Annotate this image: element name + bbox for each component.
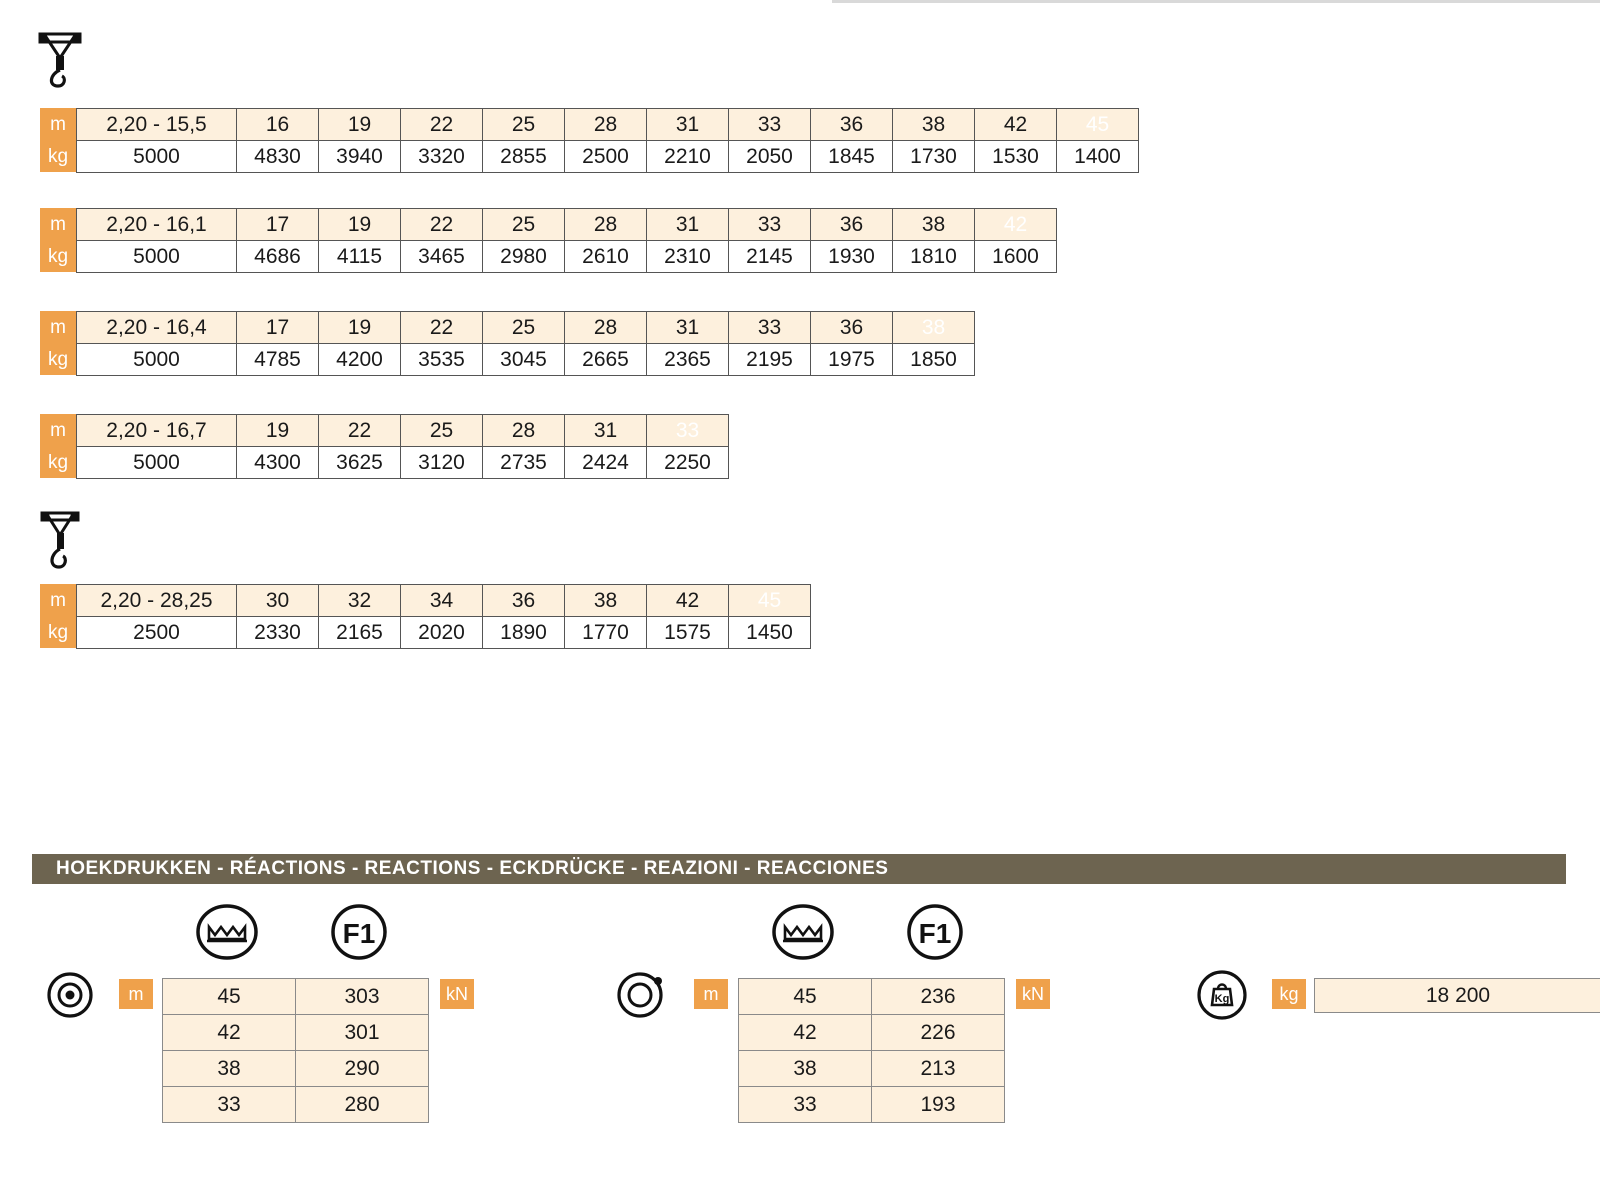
reactions-right-table	[738, 978, 1005, 1123]
cell-kg: 2310	[647, 241, 729, 273]
cell-kn: 193	[872, 1087, 1005, 1123]
cell-m: 38	[893, 109, 975, 141]
cell-kg: 4115	[319, 241, 401, 273]
cell-m: 28	[565, 209, 647, 241]
svg-text:Kg: Kg	[1214, 993, 1230, 1005]
cell-m: 22	[319, 415, 401, 447]
cell-m: 32	[319, 585, 401, 617]
unit-column	[40, 584, 76, 648]
cell-kg: 3320	[401, 141, 483, 173]
outrigger-pad-icon	[772, 903, 834, 961]
cell-kg: 2365	[647, 344, 729, 376]
cell-m: 38	[739, 1051, 872, 1087]
cell-kg: 3465	[401, 241, 483, 273]
table-row	[77, 312, 975, 344]
cell-kn: 301	[296, 1015, 429, 1051]
cell-kg: 1600	[975, 241, 1057, 273]
cell-m: 31	[565, 415, 647, 447]
cell-kg: 4200	[319, 344, 401, 376]
unit-column	[40, 208, 76, 272]
cell-kg: 3940	[319, 141, 401, 173]
weight-kg-icon	[1194, 965, 1250, 1025]
cell-m: 22	[401, 109, 483, 141]
capacity-grid-2	[76, 208, 1057, 273]
cell-m: 19	[319, 109, 401, 141]
cell-kg: 1890	[483, 617, 565, 649]
cell-kg: 5000	[77, 447, 237, 479]
cell-kg: 2424	[565, 447, 647, 479]
cell-m: 2,20 - 16,1	[77, 209, 237, 241]
table-row	[77, 209, 1057, 241]
cell-m: 33	[729, 109, 811, 141]
cell-m: 19	[319, 209, 401, 241]
cell-kg: 2210	[647, 141, 729, 173]
table-row	[163, 979, 429, 1015]
cell-kg: 1770	[565, 617, 647, 649]
cell-m: 31	[647, 109, 729, 141]
cell-kg: 2195	[729, 344, 811, 376]
unit-kg-label: kg	[40, 446, 76, 478]
cell-kn: 236	[872, 979, 1005, 1015]
outrigger-pad-icon	[196, 903, 258, 961]
cell-m: 22	[401, 312, 483, 344]
cell-m-highlight: 33	[647, 415, 729, 447]
unit-m-label: m	[40, 108, 76, 140]
cell-kg: 3045	[483, 344, 565, 376]
cell-m: 33	[729, 209, 811, 241]
cell-kg: 2665	[565, 344, 647, 376]
cell-m-highlight: 45	[729, 585, 811, 617]
cell-m: 36	[811, 109, 893, 141]
cell-m: 38	[893, 209, 975, 241]
capacity-table-3	[40, 311, 975, 376]
reactions-right-unit-kn: kN	[1016, 979, 1050, 1009]
cell-kn: 290	[296, 1051, 429, 1087]
unit-column	[40, 414, 76, 478]
reactions-right-unit-m: m	[694, 979, 728, 1009]
table-row	[77, 415, 729, 447]
cell-m: 33	[163, 1087, 296, 1123]
cell-kg: 1930	[811, 241, 893, 273]
top-rule	[832, 0, 1600, 3]
cell-m: 38	[163, 1051, 296, 1087]
unit-kg-label: kg	[40, 140, 76, 172]
table-row	[77, 617, 811, 649]
f1-icon	[330, 903, 388, 961]
cell-kg: 2165	[319, 617, 401, 649]
capacity-grid-1	[76, 108, 1139, 173]
capacity-table-5	[40, 584, 811, 649]
cell-kn: 303	[296, 979, 429, 1015]
cell-kg: 2980	[483, 241, 565, 273]
outrigger-round-icon	[44, 965, 96, 1025]
cell-m: 31	[647, 209, 729, 241]
table-row	[77, 109, 1139, 141]
cell-m: 25	[483, 312, 565, 344]
cell-kg: 4785	[237, 344, 319, 376]
capacity-grid-5	[76, 584, 811, 649]
cell-kg: 2250	[647, 447, 729, 479]
unit-m-label: m	[40, 311, 76, 343]
capacity-grid-4	[76, 414, 729, 479]
cell-kg: 1850	[893, 344, 975, 376]
unit-m-label: m	[40, 414, 76, 446]
reactions-left-unit-m: m	[119, 979, 153, 1009]
cell-m: 28	[565, 312, 647, 344]
cell-kg: 2735	[483, 447, 565, 479]
unit-m-label: m	[40, 584, 76, 616]
cell-m: 31	[647, 312, 729, 344]
table-row	[739, 979, 1005, 1015]
cell-kg: 1575	[647, 617, 729, 649]
cell-m: 36	[811, 312, 893, 344]
cell-m: 19	[319, 312, 401, 344]
table-row	[739, 1051, 1005, 1087]
cell-kn: 213	[872, 1051, 1005, 1087]
cell-kn: 280	[296, 1087, 429, 1123]
table-row	[163, 1015, 429, 1051]
cell-kg: 5000	[77, 141, 237, 173]
cell-m: 25	[401, 415, 483, 447]
cell-m: 28	[565, 109, 647, 141]
cell-kg: 3535	[401, 344, 483, 376]
svg-text:F1: F1	[918, 918, 952, 949]
cell-kg: 3120	[401, 447, 483, 479]
cell-m: 2,20 - 16,7	[77, 415, 237, 447]
cell-m: 34	[401, 585, 483, 617]
double-hook-icon	[34, 28, 86, 90]
cell-kg: 2500	[77, 617, 237, 649]
cell-kg: 2145	[729, 241, 811, 273]
cell-m: 42	[975, 109, 1057, 141]
table-row	[77, 344, 975, 376]
cell-kg: 2050	[729, 141, 811, 173]
cell-kg: 1450	[729, 617, 811, 649]
unit-column	[40, 108, 76, 172]
cell-kg: 1530	[975, 141, 1057, 173]
cell-kg: 1975	[811, 344, 893, 376]
capacity-grid-3	[76, 311, 975, 376]
cell-m: 38	[565, 585, 647, 617]
table-row	[77, 447, 729, 479]
unit-kg-label: kg	[40, 343, 76, 375]
table-row	[739, 1087, 1005, 1123]
cell-kg: 5000	[77, 344, 237, 376]
cell-m: 25	[483, 209, 565, 241]
table-row	[77, 241, 1057, 273]
cell-kg: 4300	[237, 447, 319, 479]
reactions-section-title: HOEKDRUKKEN - RÉACTIONS - REACTIONS - ECKDRÜCKE - REAZIONI - REACCIONES	[32, 854, 1566, 884]
cell-m: 45	[163, 979, 296, 1015]
cell-m: 16	[237, 109, 319, 141]
cell-kg: 1845	[811, 141, 893, 173]
f1-icon	[906, 903, 964, 961]
cell-m: 2,20 - 16,4	[77, 312, 237, 344]
table-row	[739, 1015, 1005, 1051]
table-row	[163, 1087, 429, 1123]
cell-m: 42	[739, 1015, 872, 1051]
cell-m: 22	[401, 209, 483, 241]
total-weight-unit: kg	[1272, 979, 1306, 1009]
cell-kg: 2500	[565, 141, 647, 173]
cell-kg: 5000	[77, 241, 237, 273]
cell-m: 42	[647, 585, 729, 617]
unit-kg-label: kg	[40, 240, 76, 272]
cell-m: 25	[483, 109, 565, 141]
total-weight-value: 18 200	[1314, 978, 1600, 1013]
cell-m-highlight: 45	[1057, 109, 1139, 141]
unit-kg-label: kg	[40, 616, 76, 648]
cell-m: 45	[739, 979, 872, 1015]
cell-m: 2,20 - 28,25	[77, 585, 237, 617]
cell-m: 19	[237, 415, 319, 447]
cell-kg: 1730	[893, 141, 975, 173]
cell-m: 30	[237, 585, 319, 617]
capacity-table-2	[40, 208, 1057, 273]
cell-kg: 4686	[237, 241, 319, 273]
cell-kg: 3625	[319, 447, 401, 479]
capacity-table-4	[40, 414, 729, 479]
cell-kg: 2610	[565, 241, 647, 273]
reactions-left-table	[162, 978, 429, 1123]
cell-kg: 2020	[401, 617, 483, 649]
cell-m: 42	[163, 1015, 296, 1051]
table-row	[77, 141, 1139, 173]
cell-kn: 226	[872, 1015, 1005, 1051]
table-row	[77, 585, 811, 617]
cell-m: 36	[811, 209, 893, 241]
unit-column	[40, 311, 76, 375]
cell-m: 36	[483, 585, 565, 617]
cell-kg: 1810	[893, 241, 975, 273]
cell-kg: 4830	[237, 141, 319, 173]
cell-kg: 2855	[483, 141, 565, 173]
cell-m-highlight: 42	[975, 209, 1057, 241]
cell-m: 17	[237, 312, 319, 344]
svg-text:F1: F1	[342, 918, 376, 949]
reactions-left-unit-kn: kN	[440, 979, 474, 1009]
single-hook-icon	[34, 505, 86, 571]
cell-m-highlight: 38	[893, 312, 975, 344]
cell-m: 33	[729, 312, 811, 344]
capacity-table-1	[40, 108, 1139, 173]
table-row	[163, 1051, 429, 1087]
outrigger-offset-icon	[614, 965, 670, 1025]
cell-m: 2,20 - 15,5	[77, 109, 237, 141]
cell-kg: 1400	[1057, 141, 1139, 173]
cell-m: 17	[237, 209, 319, 241]
cell-m: 33	[739, 1087, 872, 1123]
cell-kg: 2330	[237, 617, 319, 649]
cell-m: 28	[483, 415, 565, 447]
unit-m-label: m	[40, 208, 76, 240]
